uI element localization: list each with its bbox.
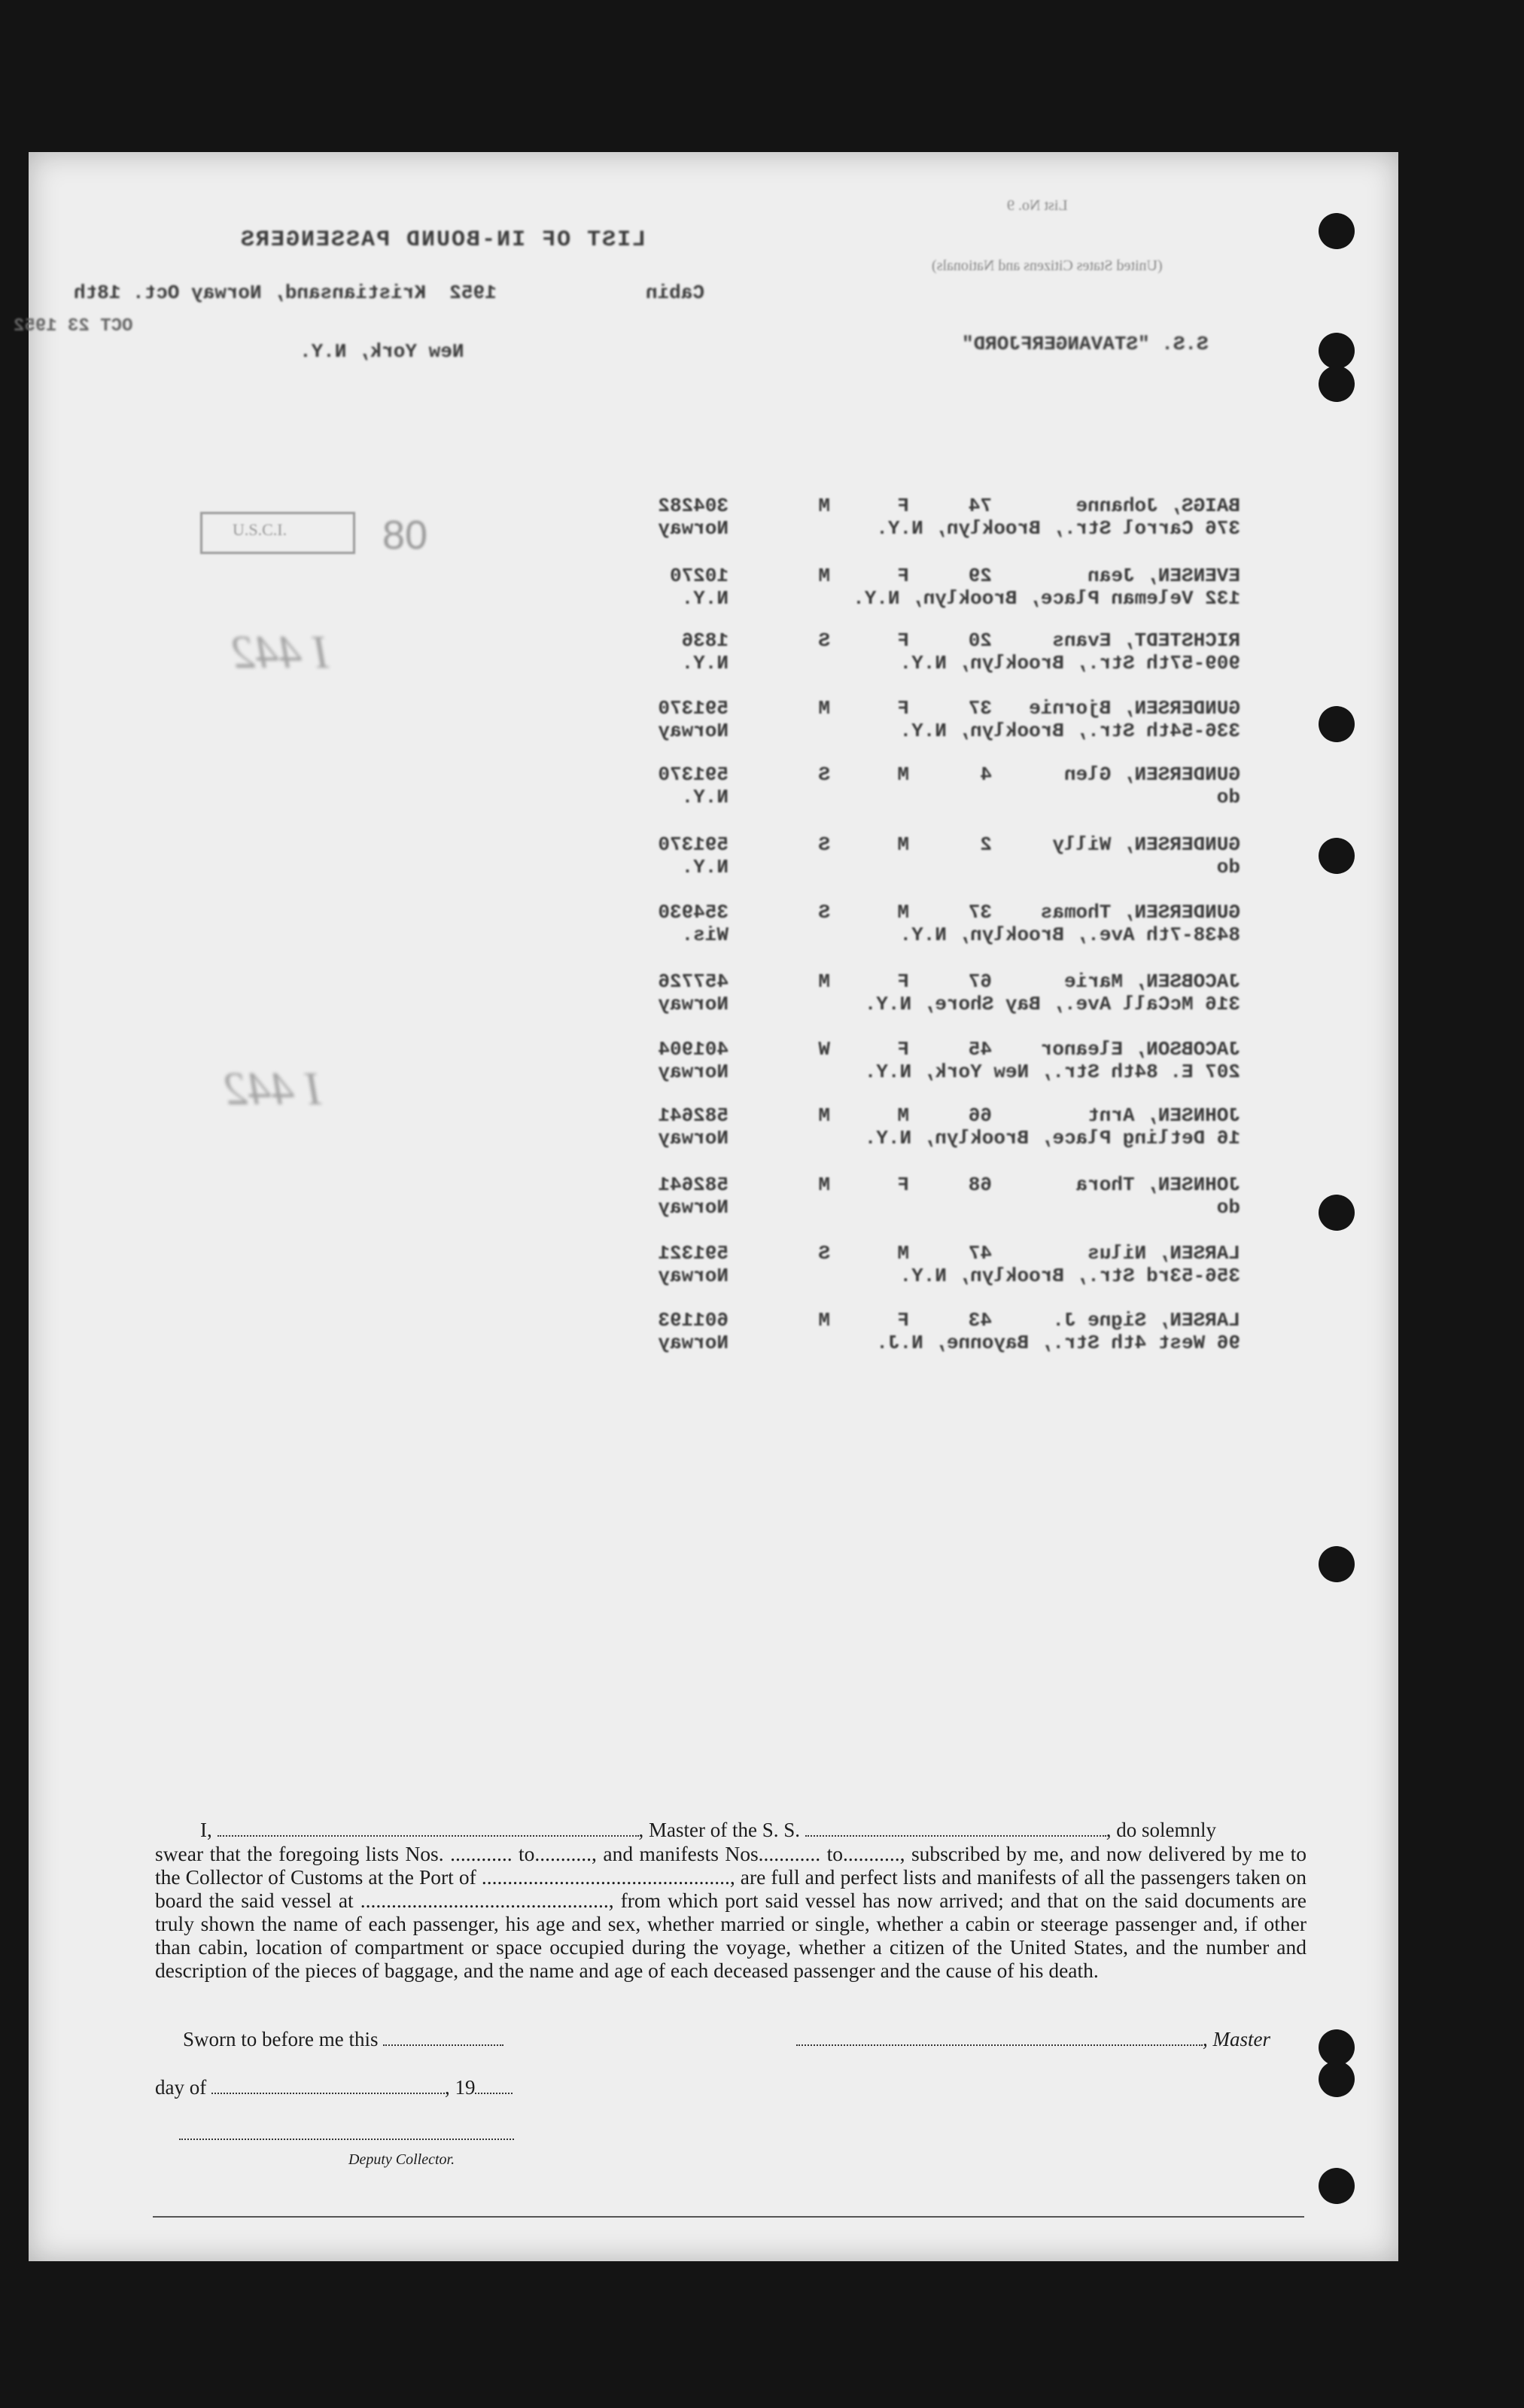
day-blank — [211, 2078, 445, 2094]
passenger-name: BAIGS, Johanne — [1075, 495, 1240, 517]
year-blank — [475, 2078, 513, 2094]
master-signature — [796, 2028, 1270, 2051]
bottom-rule — [153, 2216, 1304, 2218]
passenger-number: 582641 — [658, 1104, 729, 1127]
passenger-age: 2 — [980, 833, 992, 856]
passenger-entry — [623, 1038, 1240, 1092]
passenger-marital: S — [818, 1242, 830, 1265]
passenger-marital: M — [818, 1174, 830, 1196]
oath-do-solemnly: , do solemnly — [1106, 1819, 1216, 1841]
oath-i: I, — [200, 1819, 212, 1841]
passenger-address: 316 McCall Ave., Bay Shore, N.Y. — [864, 993, 1240, 1015]
binder-hole — [1319, 2061, 1355, 2097]
passenger-name: RICHSTEDT, Evans — [1052, 629, 1240, 652]
sworn-line — [183, 2028, 503, 2051]
passenger-sex: F — [897, 697, 909, 720]
oath-master-of-ss: , Master of the S. S. — [638, 1819, 800, 1841]
passenger-age: 37 — [968, 901, 992, 924]
passenger-number: 304282 — [658, 495, 729, 517]
passenger-sex: F — [897, 1309, 909, 1332]
binder-hole — [1319, 1546, 1355, 1582]
list-number: List No. 9 — [1007, 197, 1068, 214]
passenger-age: 4 — [980, 763, 992, 786]
passenger-number: 591370 — [658, 763, 729, 786]
day-of-label: day of — [155, 2076, 207, 2099]
date-stamp-text: OCT 23 1952 — [14, 316, 133, 336]
passenger-number: 591321 — [658, 1242, 729, 1265]
passenger-country: Norway — [658, 1196, 729, 1219]
arrival-port-text: New York, N.Y. — [300, 340, 464, 363]
passenger-address: do — [1216, 786, 1240, 808]
passenger-country: Norway — [658, 1127, 729, 1149]
passenger-entry — [623, 763, 1240, 817]
binder-hole — [1319, 838, 1355, 874]
date-stamp — [14, 316, 132, 336]
pencil-mark-top — [232, 626, 329, 680]
passenger-number: 601193 — [658, 1309, 729, 1332]
passenger-marital: W — [818, 1038, 830, 1061]
passenger-number: 401904 — [658, 1038, 729, 1061]
sworn-label: Sworn to before me this — [183, 2028, 379, 2050]
passenger-country: N.Y. — [681, 786, 729, 808]
passenger-number: 582641 — [658, 1174, 729, 1196]
year-value: 1952 — [449, 282, 497, 304]
pencil-mark-middle — [224, 1063, 321, 1116]
passenger-name: JOHNSEN, Thora — [1075, 1174, 1240, 1196]
passenger-country: Norway — [658, 1332, 729, 1354]
passenger-age: 29 — [968, 565, 992, 587]
passenger-marital: S — [818, 901, 830, 924]
passenger-marital: M — [818, 697, 830, 720]
manifest-title-text: LIST OF IN-BOUND PASSENGERS — [239, 227, 646, 253]
deputy-signature-blank — [179, 2123, 514, 2140]
passenger-number: 591370 — [658, 833, 729, 856]
oath-body: swear that the foregoing lists Nos. ............ to..........., and manifests Nos............ to..........., subscribed by me, and now delivered by me to the Collector of Customs at the Port of ................................................, are full and perfect lists and manifests of all the passengers taken on board the said vessel at ................................................, from which port said vessel has now arrived; and that on the said documents are truly shown the name of each passenger, his age and sex, whether married or single, whether a cabin or steerage passenger and, if other than cabin, location of compartment or space occupied during the voyage, whether a citizen of the United States, and the number and description of the pieces of baggage, and the name and age of each deceased passenger and the cause of his death. — [155, 1842, 1307, 1982]
passenger-entry — [623, 565, 1240, 619]
passenger-entry — [623, 1242, 1240, 1296]
passenger-entry — [623, 495, 1240, 549]
passenger-entry — [623, 629, 1240, 683]
passenger-entry — [623, 833, 1240, 887]
passenger-name: GUNDERSEN, Thomas — [1040, 901, 1240, 924]
master-label: , Master — [1203, 2028, 1270, 2050]
passenger-name: EVENSEN, Jean — [1087, 565, 1240, 587]
passenger-address: do — [1216, 856, 1240, 878]
passenger-name: GUNDERSEN, Bjornie — [1029, 697, 1240, 720]
passenger-age: 74 — [968, 495, 992, 517]
master-name-blank — [217, 1820, 639, 1837]
ship-name-text: S.S. "STAVANGERFJORD" — [962, 333, 1209, 355]
passenger-age: 47 — [968, 1242, 992, 1265]
passenger-address: 336-54th Str., Brooklyn, N.Y. — [899, 720, 1240, 742]
office-stamp — [200, 512, 355, 554]
passenger-entry — [623, 1104, 1240, 1158]
passenger-number: 354930 — [658, 901, 729, 924]
manifest-page — [14, 152, 1398, 2261]
passenger-address: 16 Detling Place, Brooklyn, N.Y. — [864, 1127, 1240, 1149]
binder-hole — [1319, 1195, 1355, 1231]
passenger-name: JOHNSEN, Arnt — [1087, 1104, 1240, 1127]
office-stamp-text: U.S.C.I. — [233, 520, 287, 539]
passenger-number: 591370 — [658, 697, 729, 720]
oath-first-line — [200, 1819, 1216, 1842]
year-label: , 19 — [444, 2076, 476, 2099]
passenger-country: Norway — [658, 1061, 729, 1083]
passenger-country: Norway — [658, 720, 729, 742]
passenger-country: N.Y. — [681, 652, 729, 674]
passenger-marital: S — [818, 833, 830, 856]
passenger-entry — [623, 1309, 1240, 1363]
passenger-address: 909-57th Str., Brooklyn, N.Y. — [899, 652, 1240, 674]
passenger-age: 45 — [968, 1038, 992, 1061]
passenger-country: Norway — [658, 1265, 729, 1287]
class-value: Cabin — [646, 282, 705, 304]
passenger-marital: M — [818, 1104, 830, 1127]
class-field — [646, 282, 704, 304]
passenger-sex: M — [897, 1242, 909, 1265]
passenger-sex: F — [897, 565, 909, 587]
passenger-country: N.Y. — [681, 856, 729, 878]
passenger-country: Norway — [658, 517, 729, 540]
manifest-title — [239, 227, 646, 253]
passenger-sex: F — [897, 1174, 909, 1196]
passenger-marital: S — [818, 629, 830, 652]
passenger-sex: F — [897, 495, 909, 517]
subtitle-citizens: (United States Citizens and Nationals) — [932, 257, 1163, 274]
passenger-marital: S — [818, 763, 830, 786]
from-field — [74, 282, 497, 304]
passenger-number: 457726 — [658, 970, 729, 993]
passenger-sex: F — [897, 970, 909, 993]
passenger-name: LARSEN, Signe J. — [1052, 1309, 1240, 1332]
list-number-value: 9 — [1007, 197, 1014, 214]
passenger-age: 67 — [968, 970, 992, 993]
passenger-marital: M — [818, 1309, 830, 1332]
passenger-name: GUNDERSEN, Willy — [1052, 833, 1240, 856]
passenger-age: 66 — [968, 1104, 992, 1127]
passenger-sex: M — [897, 833, 909, 856]
passenger-address: 96 West 4th Str., Bayonne, N.J. — [876, 1332, 1240, 1354]
passenger-marital: M — [818, 970, 830, 993]
passenger-country: Wis. — [681, 924, 729, 946]
arrival-port — [300, 340, 464, 363]
deputy-collector-label: Deputy Collector. — [348, 2151, 455, 2168]
ship-name-blank — [805, 1820, 1106, 1837]
binder-hole — [1319, 366, 1355, 402]
passenger-entry — [623, 901, 1240, 955]
master-signature-blank — [796, 2029, 1203, 2046]
passenger-age: 43 — [968, 1309, 992, 1332]
passenger-number: 1836 — [681, 629, 729, 652]
passenger-sex: M — [897, 1104, 909, 1127]
passenger-entry — [623, 970, 1240, 1024]
passenger-age: 20 — [968, 629, 992, 652]
passenger-sex: M — [897, 763, 909, 786]
binder-hole — [1319, 2029, 1355, 2066]
page-number-stamp: 80 — [382, 513, 428, 558]
passenger-sex: F — [897, 1038, 909, 1061]
passenger-marital: M — [818, 565, 830, 587]
pencil-mark-top-text: I 442 — [232, 627, 330, 678]
day-of-line — [155, 2076, 513, 2099]
binder-hole — [1319, 213, 1355, 249]
passenger-address: 207 E. 84th Str., New York, N.Y. — [864, 1061, 1240, 1083]
passenger-sex: F — [897, 629, 909, 652]
deputy-signature — [179, 2122, 514, 2145]
passenger-marital: M — [818, 495, 830, 517]
pencil-mark-middle-text: I 442 — [224, 1064, 322, 1115]
from-port-value: Kristiansand, Norway Oct. 18th — [74, 282, 427, 304]
passenger-country: Norway — [658, 993, 729, 1015]
passenger-address: do — [1216, 1196, 1240, 1219]
passenger-name: JACOBSEN, Marie — [1063, 970, 1240, 993]
ship-name — [962, 333, 1209, 355]
passenger-age: 37 — [968, 697, 992, 720]
passenger-country: N.Y. — [681, 587, 729, 610]
passenger-name: LARSEN, Nilus — [1087, 1242, 1240, 1265]
sworn-blank — [383, 2029, 503, 2046]
passenger-age: 68 — [968, 1174, 992, 1196]
passenger-entry — [623, 1174, 1240, 1228]
passenger-address: 376 Carrol Str., Brooklyn, N.Y. — [876, 517, 1240, 540]
passenger-address: 356-53rd Str., Brooklyn, N.Y. — [899, 1265, 1240, 1287]
binder-hole — [1319, 2168, 1355, 2204]
binder-hole — [1319, 333, 1355, 369]
passenger-name: JACOBSON, Eleanor — [1040, 1038, 1240, 1061]
binder-hole — [1319, 706, 1355, 742]
passenger-number: 10270 — [669, 565, 729, 587]
passenger-name: GUNDERSEN, Glen — [1063, 763, 1240, 786]
passenger-address: 8438-7th Ave., Brooklyn, N.Y. — [899, 924, 1240, 946]
passenger-entry — [623, 697, 1240, 751]
passenger-address: 132 Veleman Place, Brooklyn, N.Y. — [853, 587, 1240, 610]
passenger-sex: M — [897, 901, 909, 924]
